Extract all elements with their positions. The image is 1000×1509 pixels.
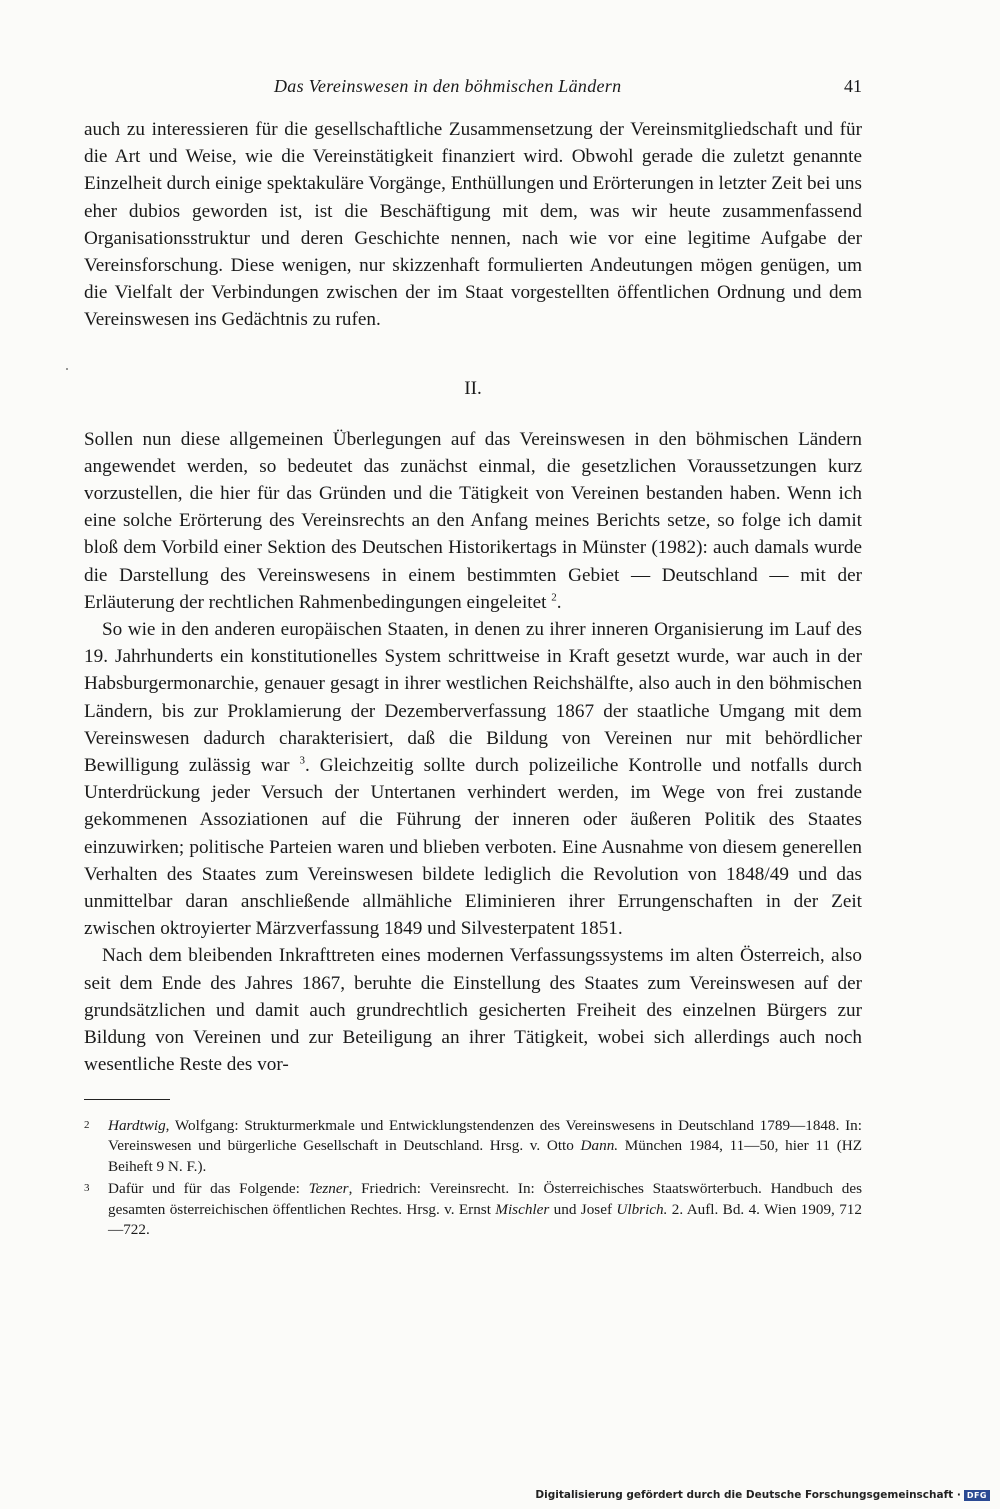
footnote-3-editor-1: Mischler bbox=[495, 1200, 550, 1218]
paragraph-2-end: . bbox=[556, 591, 562, 613]
footnote-2 bbox=[84, 1116, 862, 1178]
footnote-3-text-a: Dafür und für das Folgende: bbox=[108, 1180, 309, 1197]
footnote-mark-2: 2 bbox=[84, 1118, 90, 1131]
footnote-ref-3[interactable]: 3 bbox=[299, 754, 305, 767]
footnote-2-text-a: , Wolfgang: Strukturmerkmale und Entwicklungstendenzen des Vereinswesens in Deutschland 1789—1848. In: Vereinswesen und bürgerliche Gesellschaft in Deutschland. Hrsg. v. Otto bbox=[108, 1116, 862, 1154]
dfg-logo-icon: DFG bbox=[964, 1490, 990, 1501]
footnote-3 bbox=[84, 1179, 862, 1241]
footnote-3-text-c: und Josef bbox=[549, 1200, 617, 1218]
footnote-divider bbox=[84, 1099, 170, 1100]
digitization-credit bbox=[535, 1489, 990, 1501]
footnote-ref-2[interactable]: 2 bbox=[551, 591, 557, 604]
footnote-2-editor: Dann. bbox=[580, 1137, 619, 1154]
running-title: Das Vereinswesen in den böhmischen Ländern bbox=[274, 76, 622, 96]
paragraph-2-text: Sollen nun diese allgemeinen Überlegungen auf das Vereinswesen in den böhmischen Ländern angewendet werden, so bedeutet das zunächst einmal, die gesetzlichen Voraussetzungen kurz vorzustellen, die hier für das Gründen und die Tätigkeit von Vereinen bestanden haben. Wenn ich eine solche Erörterung des Vereinsrechts an den Anfang meines Berichts setze, so folge ich damit bloß dem Vorbild einer Sektion des Deutschen Historikertags in Münster (1982): auch damals wurde die Darstellung des Vereinswesens in einem bestimmten Gebiet — Deutschland — mit der Erläuterung der rechtlichen Rahmenbedingungen eingeleitet bbox=[84, 428, 862, 613]
paragraph-2 bbox=[84, 426, 862, 616]
footnote-2-text-b: München 1984, 11—50, hier 11 (HZ Beiheft 9 N. F.). bbox=[108, 1137, 862, 1175]
running-head bbox=[84, 76, 862, 116]
paragraph-1: auch zu interessieren für die gesellschaftliche Zusammensetzung der Vereinsmitgliedschaft und für die Art und Weise, wie die Vereinstätigkeit finanziert wird. Obwohl gerade die zuletzt genannte Einzelheit durch einige spektakuläre Vorgänge, Enthüllungen und Erörterungen in letzter Zeit bei uns eher dubios geworden ist, ist die Beschäftigung mit dem, was wir heute zusammenfassend Organisationsstruktur und deren Geschichte nennen, nach wie vor eine legitime Aufgabe der Vereinsforschung. Diese wenigen, nur skizzenhaft formulierten Andeutungen mögen genügen, um die Vielfalt der Verbindungen zwischen der im Staat vorgestellten öffentlichen Ordnung und dem Vereinswesen ins Gedächtnis zu rufen. bbox=[84, 119, 862, 331]
footnote-3-editor-2: Ulbrich. bbox=[616, 1200, 668, 1218]
page bbox=[84, 76, 862, 1243]
paragraph-3-text-a: So wie in den anderen europäischen Staaten, in denen zu ihrer inneren Organisierung im Lauf des 19. Jahrhunderts ein konstitutionelles System schrittweise in Kraft gesetzt wurde, war auch in der Habsburgermonarchie, genauer gesagt in ihrer westlichen Reichshälfte, also auch in den böhmischen Ländern, bis zur Proklamierung der Dezemberverfassung 1867 der staatliche Umgang mit dem Vereinswesen dadurch charakterisiert, daß die Bildung von Vereinen nur mit behördlicher Bewilligung zulässig war bbox=[84, 619, 862, 777]
section-heading: II. bbox=[464, 377, 482, 399]
credit-text: Digitalisierung gefördert durch die Deutsche Forschungsgemeinschaft · bbox=[535, 1489, 961, 1501]
footnote-3-author: Tezner bbox=[308, 1180, 349, 1197]
scan-speck bbox=[66, 368, 68, 370]
paragraph-4: Nach dem bleibenden Inkrafttreten eines modernen Verfassungssystems im alten Österreich, also seit dem Ende des Jahres 1867, beruhte die Einstellung des Staates zum Vereinswesen auf der grundsätzlichen und damit auch grundrechtlich gesicherten Freiheit des einzelnen Bürgers zur Bildung von Vereinen und zur Beteiligung an ihrer Tätigkeit, wobei sich allerdings auch noch wesentliche Reste des vor- bbox=[84, 945, 862, 1076]
footnote-3-text-b: , Friedrich: Vereinsrecht. In: Österreichisches Staatswörterbuch. Handbuch des gesamten österreichischen öffentlichen Rechtes. Hrsg. v. Ernst bbox=[108, 1180, 862, 1218]
page-number: 41 bbox=[844, 76, 862, 96]
footnote-2-author: Hardtwig bbox=[108, 1116, 166, 1134]
paragraph-3-text-b: . Gleichzeitig sollte durch polizeiliche Kontrolle und notfalls durch Unterdrückung jeder Versuch der Untertanen verhindert werden, im Wege von frei zustande gekommenen Assoziationen auf die Führung der inneren oder äußeren Politik des Staates einzuwirken; politische Parteien waren und blieben verboten. Eine Ausnahme von diesem generellen Verhalten des Staates zum Vereinswesen bildete lediglich die Revolution von 1848/49 und das unmittelbar daran anschließende allmähliche Eliminieren ihrer Errungenschaften in der Zeit zwischen oktroyierter Märzverfassung 1849 und Silvesterpatent 1851. bbox=[84, 755, 862, 940]
footnote-3-text-d: 2. Aufl. Bd. 4. Wien 1909, 712—722. bbox=[108, 1200, 862, 1238]
paragraph-3 bbox=[84, 616, 862, 942]
footnote-mark-3: 3 bbox=[84, 1182, 90, 1194]
